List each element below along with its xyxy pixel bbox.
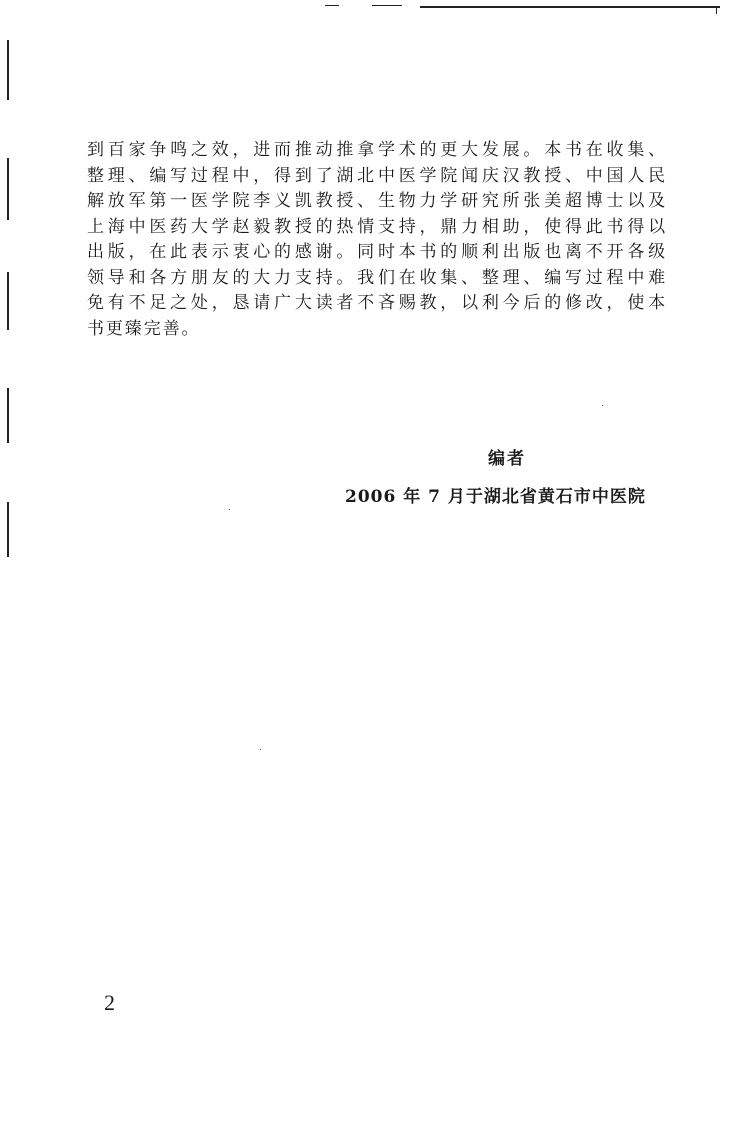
text-line: 免有不足之处，恳请广大读者不吝赐教，以利今后的修改，使本: [87, 293, 667, 313]
text-line: 整理、编写过程中，得到了湖北中医学院闻庆汉教授、中国人民: [87, 165, 667, 186]
scan-speck: [602, 405, 603, 406]
scan-speck: [260, 749, 261, 750]
date-location-line: 2006 年 7 月于湖北省黄石市中医院: [345, 487, 646, 507]
scan-artifact-edge-mark: [7, 272, 9, 330]
scan-artifact-edge-mark: [7, 40, 9, 100]
text-line: 书更臻完善。: [87, 318, 201, 339]
scan-artifact-edge-mark: [7, 502, 9, 557]
author-signature: 编者: [488, 449, 526, 469]
text-line: 解放军第一医学院李义凯教授、生物力学研究所张美超博士以及: [87, 191, 667, 211]
scan-artifact-top-mark: [372, 5, 402, 6]
body-paragraph: [87, 138, 667, 342]
page-number: 2: [104, 990, 115, 1015]
scan-artifact-top-rule: [420, 6, 720, 8]
text-line: 到百家争鸣之效，进而推动推拿学术的更大发展。本书在收集、: [87, 140, 667, 160]
scan-artifact-edge-mark: [7, 158, 9, 220]
text-line: 上海中医药大学赵毅教授的热情支持，鼎力相助，使得此书得以: [87, 216, 667, 237]
scan-artifact-edge-mark: [7, 388, 9, 443]
scan-speck: [229, 509, 230, 510]
scan-artifact-top-mark: [325, 5, 339, 6]
text-line: 领导和各方朋友的大力支持。我们在收集、整理、编写过程中难: [87, 267, 667, 288]
text-line: 出版，在此表示衷心的感谢。同时本书的顺利出版也离不开各级: [87, 242, 667, 262]
scan-artifact-corner-mark: [716, 6, 717, 14]
